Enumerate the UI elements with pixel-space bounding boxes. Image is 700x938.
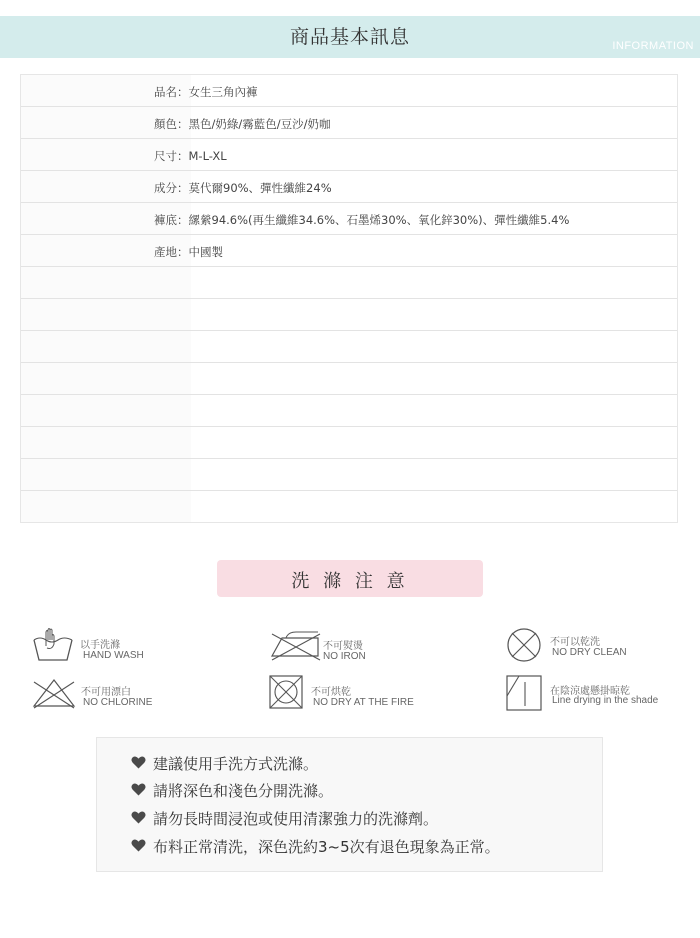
info-row xyxy=(21,235,677,267)
hand-wash-icon xyxy=(30,626,80,664)
info-row xyxy=(21,331,677,363)
care-en-label: NO DRY AT THE FIRE xyxy=(313,697,414,708)
info-row xyxy=(21,299,677,331)
info-row xyxy=(21,395,677,427)
info-row xyxy=(21,139,677,171)
care-cn-label: 不可熨燙 xyxy=(323,641,363,652)
heart-icon xyxy=(131,756,146,769)
info-row xyxy=(21,75,677,107)
info-row xyxy=(21,427,677,459)
page-title: 商品基本訊息 xyxy=(289,26,410,48)
no-dry-clean-icon xyxy=(505,626,545,664)
tip-text: 請勿長時間浸泡或使用清潔強力的洗滌劑。 xyxy=(153,810,439,828)
tip-text: 請將深色和淺色分開洗滌。 xyxy=(153,782,334,800)
page-subtitle: INFORMATION xyxy=(612,40,694,52)
care-cn-label: 不可用漂白 xyxy=(81,687,131,698)
no-iron-icon xyxy=(268,628,324,662)
care-cn-label: 不可烘乾 xyxy=(311,687,351,698)
care-cn-label: 在陰涼處懸掛晾乾 xyxy=(550,686,630,697)
heart-icon xyxy=(131,811,146,824)
heart-icon xyxy=(131,783,146,796)
info-row xyxy=(21,203,677,235)
info-row xyxy=(21,363,677,395)
no-tumble-dry-icon xyxy=(268,674,304,710)
heart-icon xyxy=(131,839,146,852)
tips-box xyxy=(96,737,603,872)
info-row-text: 產地：中國製 xyxy=(154,245,223,259)
line-dry-shade-icon xyxy=(505,674,543,712)
care-en-label: HAND WASH xyxy=(83,650,144,661)
info-row xyxy=(21,107,677,139)
care-cn-label: 不可以乾洗 xyxy=(550,637,600,648)
info-row-text: 品名：女生三角內褲 xyxy=(154,85,258,99)
care-en-label: NO IRON xyxy=(323,651,366,662)
info-row xyxy=(21,491,677,523)
care-en-label: Line drying in the shade xyxy=(552,695,659,706)
care-title: 洗 滌 注 意 xyxy=(291,571,409,592)
info-row xyxy=(21,459,677,491)
info-row-text: 褲底：縲縈94.6%(再生纖維34.6%、石墨烯30%、氧化鋅30%)、彈性纖維5.4% xyxy=(154,213,570,227)
info-table xyxy=(20,74,678,523)
info-row xyxy=(21,171,677,203)
tip-text: 建議使用手洗方式洗滌。 xyxy=(153,755,319,773)
tip-text: 布料正常清洗，深色洗約3~5次有退色現象為正常。 xyxy=(153,838,500,856)
care-en-label: NO DRY CLEAN xyxy=(552,647,627,658)
care-cn-label: 以手洗滌 xyxy=(80,640,120,651)
care-en-label: NO CHLORINE xyxy=(83,697,153,708)
info-row-text: 成分：莫代爾90%、彈性纖維24% xyxy=(154,181,332,195)
no-chlorine-icon xyxy=(30,676,78,710)
info-row xyxy=(21,267,677,299)
info-row-text: 顏色：黑色/奶綠/霧藍色/豆沙/奶咖 xyxy=(154,117,331,131)
info-row-text: 尺寸：M-L-XL xyxy=(154,149,227,163)
